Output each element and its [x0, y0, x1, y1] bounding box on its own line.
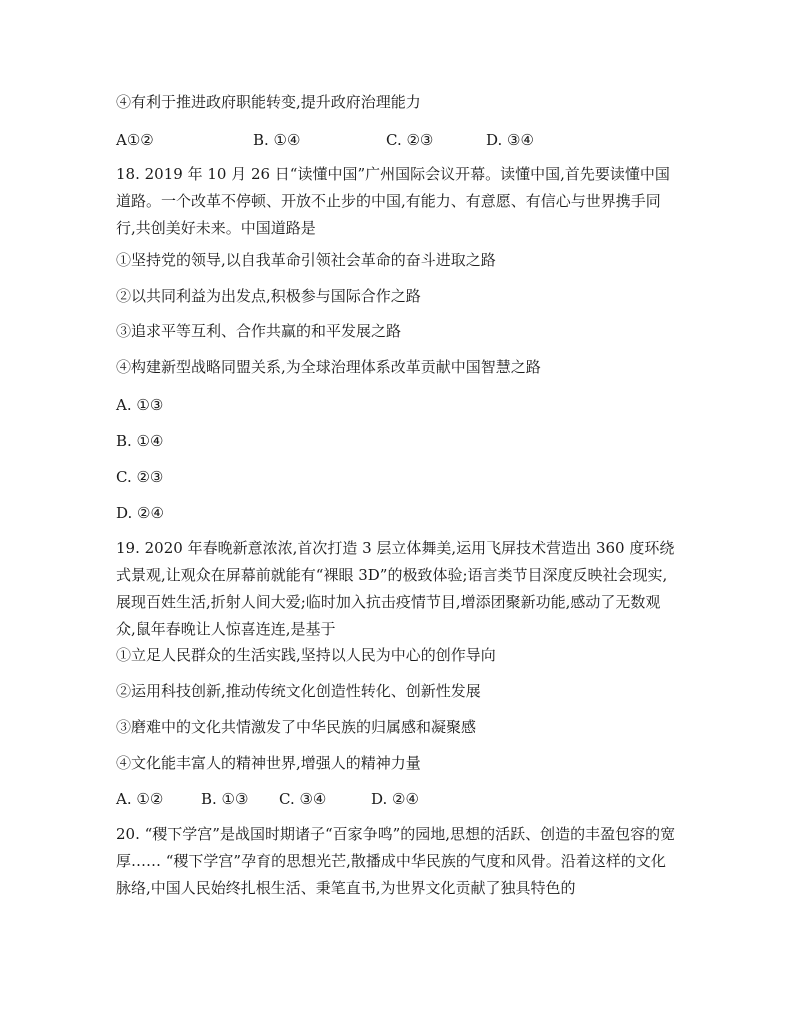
- option-c: C. ②③: [386, 131, 434, 149]
- q19-item-2: ②运用科技创新,推动传统文化创造性转化、创新性发展: [116, 682, 481, 700]
- option-d: D. ③④: [486, 131, 534, 149]
- option-b: B. ①③: [201, 790, 249, 808]
- option-c: C. ③④: [279, 790, 327, 808]
- q19-options: [116, 789, 419, 809]
- option-a: A. ①②: [116, 790, 164, 808]
- option-d: D. ②④: [371, 790, 419, 808]
- prev-question-options: [116, 130, 534, 150]
- q20-stem: 20. “稷下学宫”是战国时期诸子“百家争鸣”的园地,思想的活跃、创造的丰盈包容的宽厚…… “稷下学宫”孕育的思想光芒,散播成中华民族的气度和风骨。沿着这样的文化脉络,中国人民始终扎根生活、秉笔直书,为世界文化贡献了独具特色的: [116, 825, 676, 897]
- q19-item-1: ①立足人民群众的生活实践,坚持以人民为中心的创作导向: [116, 646, 496, 664]
- q18-option-a: A. ①③: [116, 396, 164, 414]
- q18-item-1: ①坚持党的领导,以自我革命引领社会革命的奋斗进取之路: [116, 251, 496, 269]
- option-b: B. ①④: [253, 131, 301, 149]
- q18-item-3: ③追求平等互利、合作共赢的和平发展之路: [116, 322, 402, 340]
- q19-stem: 19. 2020 年春晚新意浓浓,首次打造 3 层立体舞美,运用飞屏技术营造出 360 度环绕式景观,让观众在屏幕前就能有“裸眼 3D”的极致体验;语言类节目深度反映社会现实,展现百姓生活,折射人间大爱;临时加入抗击疫情节目,增添团聚新功能,感动了无数观众,鼠年春晚让人惊喜连连,是基于: [116, 539, 675, 638]
- q18-option-b: B. ①④: [116, 432, 164, 450]
- q18-stem: 18. 2019 年 10 月 26 日“读懂中国”广州国际会议开幕。读懂中国,首先要读懂中国道路。一个改革不停顿、开放不止步的中国,有能力、有意愿、有信心与世界携手同行,共创美好未来。中国道路是: [116, 165, 670, 237]
- q19-item-3: ③磨难中的文化共情激发了中华民族的归属感和凝聚感: [116, 718, 477, 736]
- prev-question-item-4: ④有利于推进政府职能转变,提升政府治理能力: [116, 93, 421, 111]
- option-a: A①②: [116, 131, 154, 149]
- q18-item-2: ②以共同利益为出发点,积极参与国际合作之路: [116, 287, 421, 305]
- q18-option-d: D. ②④: [116, 504, 164, 522]
- q18-item-4: ④构建新型战略同盟关系,为全球治理体系改革贡献中国智慧之路: [116, 358, 541, 376]
- q18-option-c: C. ②③: [116, 468, 164, 486]
- q19-item-4: ④文化能丰富人的精神世界,增强人的精神力量: [116, 754, 421, 772]
